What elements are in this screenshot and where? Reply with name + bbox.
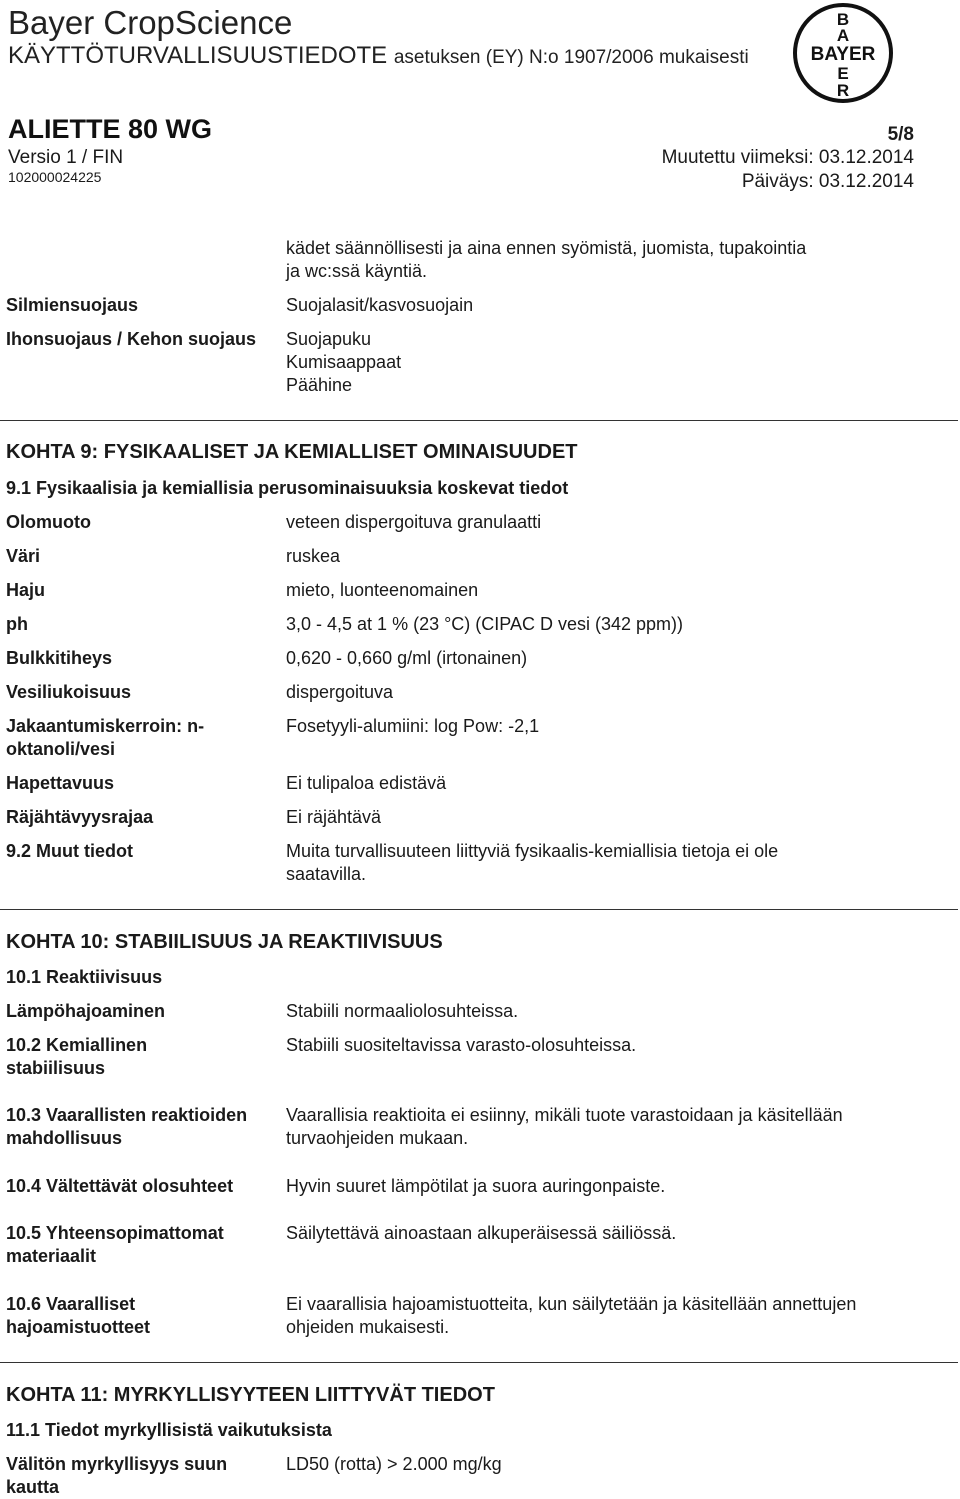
logo-letter-e-bottom: E: [837, 64, 849, 83]
page-number: 5/8: [887, 124, 914, 145]
toxicity-label-line-2: kautta: [6, 1477, 60, 1497]
skin-protection-value-1: Suojapuku: [286, 329, 372, 349]
other-info-label: 9.2 Muut tiedot: [6, 841, 133, 861]
property-value: Ei räjähtävä: [286, 807, 382, 827]
section-divider: [0, 909, 958, 910]
version-text: Versio 1 / FIN: [8, 147, 124, 168]
stability-value: Stabiili suositeltavissa varasto-olosuhteissa.: [286, 1035, 637, 1055]
document-type: [8, 42, 749, 70]
stability-value: Stabiili normaaliolosuhteissa.: [286, 1001, 519, 1021]
other-info-value-line-2: saatavilla.: [286, 864, 367, 884]
stability-label-line-2: hajoamistuotteet: [6, 1317, 151, 1337]
stability-label-line-2: mahdollisuus: [6, 1128, 123, 1148]
company-name: Bayer CropScience: [8, 4, 293, 41]
stability-value-line-1: Ei vaarallisia hajoamistuotteita, kun säilytetään ja käsitellään annettujen: [286, 1294, 857, 1314]
property-label-line-1: Jakaantumiskerroin: n-: [6, 716, 205, 736]
property-value: Fosetyyli-alumiini: log Pow: -2,1: [286, 716, 540, 736]
stability-label-line-2: stabiilisuus: [6, 1058, 106, 1078]
property-label-line-2: oktanoli/vesi: [6, 739, 116, 759]
logo-letter-a-top: A: [836, 26, 850, 45]
section-10-title: KOHTA 10: STABIILISUUS JA REAKTIIVISUUS: [6, 931, 443, 953]
section-11-title: KOHTA 11: MYRKYLLISYYTEEN LIITTYVÄT TIEDOT: [6, 1384, 495, 1406]
property-label: Vesiliukoisuus: [6, 682, 132, 702]
skin-protection-value-2: Kumisaappaat: [286, 352, 402, 372]
stability-label-line-1: 10.2 Kemiallinen: [6, 1035, 148, 1055]
section-11-1-subtitle: 11.1 Tiedot myrkyllisistä vaikutuksista: [6, 1420, 332, 1440]
regulation-text: asetuksen (EY) N:o 1907/2006 mukaisesti: [393, 47, 749, 68]
hygiene-line-1: kädet säännöllisesti ja aina ennen syömistä, juomista, tupakointia: [286, 238, 807, 258]
property-label: Haju: [6, 580, 46, 600]
product-name: ALIETTE 80 WG: [8, 114, 213, 144]
eye-protection-label: Silmiensuojaus: [6, 295, 139, 315]
section-divider: [0, 420, 958, 421]
document-type-title: KÄYTTÖTURVALLISUUSTIEDOTE: [8, 42, 388, 69]
stability-value-line-1: Vaarallisia reaktioita ei esiinny, mikäli tuote varastoidaan ja käsitellään: [286, 1105, 843, 1125]
logo-letter-r-bottom: R: [836, 81, 850, 100]
section-10-1-subtitle: 10.1 Reaktiivisuus: [6, 967, 163, 987]
logo-letter-b-top: B: [836, 10, 850, 29]
section-9-1-subtitle: 9.1 Fysikaalisia ja kemiallisia perusominaisuuksia koskevat tiedot: [6, 478, 569, 498]
property-value: ruskea: [286, 546, 341, 566]
property-value: 0,620 - 0,660 g/ml (irtonainen): [286, 648, 528, 668]
skin-protection-value-3: Päähine: [286, 375, 353, 395]
other-info-value-line-1: Muita turvallisuuteen liittyviä fysikaalis-kemiallisia tietoja ei ole: [286, 841, 779, 861]
property-label: Hapettavuus: [6, 773, 115, 793]
property-value: veteen dispergoituva granulaatti: [286, 512, 542, 532]
stability-label: Lämpöhajoaminen: [6, 1001, 166, 1021]
property-value: 3,0 - 4,5 at 1 % (23 °C) (CIPAC D vesi (342 ppm)): [286, 614, 683, 634]
bayer-cross-logo: [792, 2, 894, 104]
stability-value: Hyvin suuret lämpötilat ja suora auringonpaiste.: [286, 1176, 666, 1196]
property-value: mieto, luonteenomainen: [286, 580, 479, 600]
stability-label: 10.4 Vältettävät olosuhteet: [6, 1176, 234, 1196]
skin-protection-label: Ihonsuojaus / Kehon suojaus: [6, 329, 257, 349]
logo-bayer-word: BAYER: [810, 44, 876, 65]
stability-label-line-1: 10.6 Vaaralliset: [6, 1294, 136, 1314]
property-label: Bulkkitiheys: [6, 648, 113, 668]
stability-value-line-2: ohjeiden mukaisesti.: [286, 1317, 450, 1337]
section-9-title: KOHTA 9: FYSIKAALISET JA KEMIALLISET OMINAISUUDET: [6, 441, 578, 463]
property-label: Räjähtävyysrajaa: [6, 807, 154, 827]
stability-label-line-1: 10.3 Vaarallisten reaktioiden: [6, 1105, 248, 1125]
stability-value: Säilytettävä ainoastaan alkuperäisessä säiliössä.: [286, 1223, 677, 1243]
document-code: 102000024225: [8, 169, 102, 185]
property-value: dispergoituva: [286, 682, 394, 702]
property-label: Väri: [6, 546, 41, 566]
stability-value-line-2: turvaohjeiden mukaan.: [286, 1128, 469, 1148]
stability-label-line-2: materiaalit: [6, 1246, 97, 1266]
property-label: Olomuoto: [6, 512, 91, 532]
hygiene-line-2: ja wc:ssä käyntiä.: [286, 261, 428, 281]
stability-label-line-1: 10.5 Yhteensopimattomat: [6, 1223, 224, 1243]
toxicity-label-line-1: Välitön myrkyllisyys suun: [6, 1454, 228, 1474]
property-label: ph: [6, 614, 28, 634]
toxicity-value: LD50 (rotta) > 2.000 mg/kg: [286, 1454, 502, 1474]
last-modified-date: Muutettu viimeksi: 03.12.2014: [661, 147, 914, 168]
section-divider: [0, 1362, 958, 1363]
property-value: Ei tulipaloa edistävä: [286, 773, 447, 793]
print-date: Päiväys: 03.12.2014: [741, 171, 914, 192]
eye-protection-value: Suojalasit/kasvosuojain: [286, 295, 474, 315]
